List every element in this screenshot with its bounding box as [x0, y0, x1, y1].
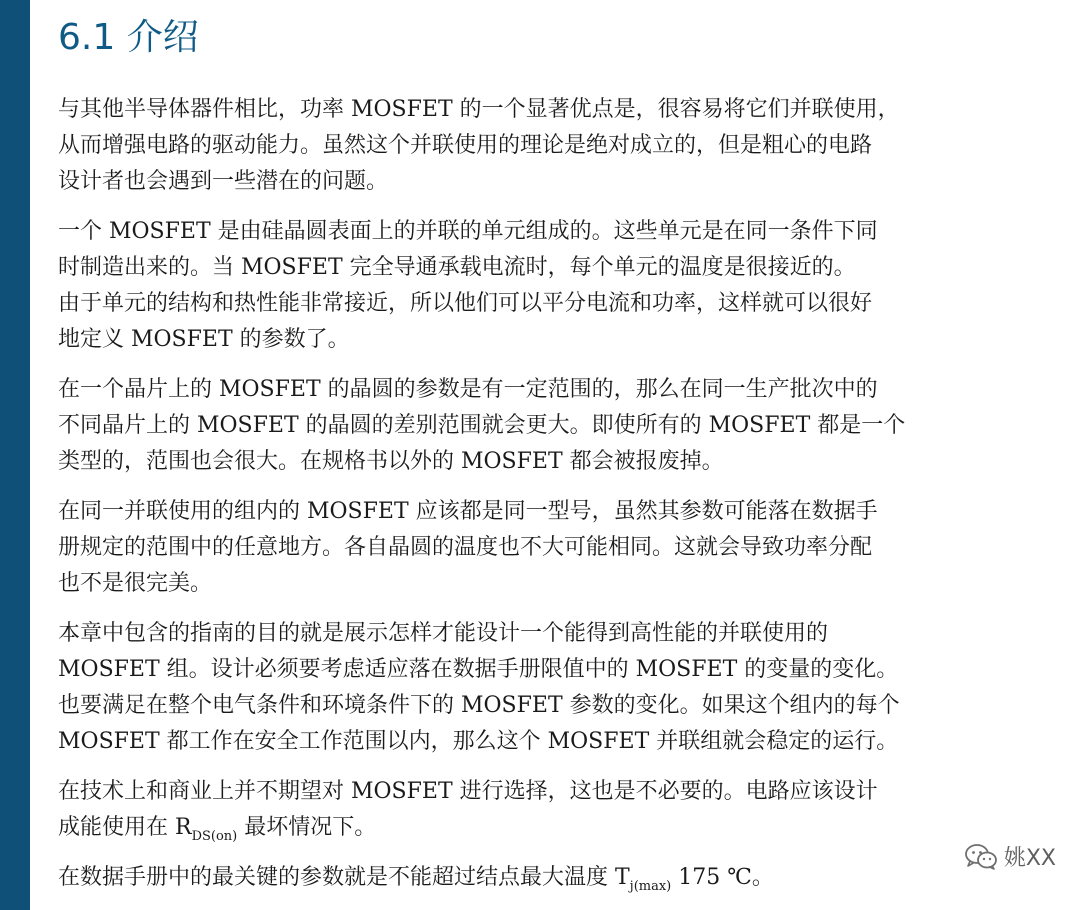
paragraph-3 [58, 372, 1018, 480]
text-line: 本章中包含的指南的目的就是展示怎样才能设计一个能得到高性能的并联使用的 [58, 621, 829, 646]
paragraph-4 [58, 494, 1018, 602]
text-segment: 175 ℃。 [671, 865, 774, 890]
text-line: 在一个晶片上的 MOSFET 的晶圆的参数是有一定范围的，那么在同一生产批次中的 [58, 377, 878, 402]
text-line [58, 810, 1018, 846]
text-line: 与其他半导体器件相比，功率 MOSFET 的一个显著优点是，很容易将它们并联使用， [58, 97, 900, 122]
text-line: 在技术上和商业上并不期望对 MOSFET 进行选择，这也是不必要的。电路应该设计 [58, 779, 878, 804]
text-segment: 在数据手册中的最关键的参数就是不能超过结点最大温度 T [58, 865, 630, 890]
text-line: 也要满足在整个电气条件和环境条件下的 MOSFET 参数的变化。如果这个组内的每个 [58, 693, 900, 718]
paragraph-7 [58, 860, 1018, 896]
text-line: 地定义 MOSFET 的参数了。 [58, 327, 350, 352]
text-line: 时制造出来的。当 MOSFET 完全导通承载电流时，每个单元的温度是很接近的。 [58, 255, 856, 280]
text-line: 类型的，范围也会很大。在规格书以外的 MOSFET 都会被报废掉。 [58, 449, 724, 474]
watermark [964, 841, 1056, 872]
text-line: 册规定的范围中的任意地方。各自晶圆的温度也不大可能相同。这就会导致功率分配 [58, 535, 873, 560]
text-line: 从而增强电路的驱动能力。虽然这个并联使用的理论是绝对成立的，但是粗心的电路 [58, 133, 873, 158]
paragraph-5 [58, 616, 1018, 760]
watermark-text: 姚XX [1003, 846, 1056, 871]
paragraph-1 [58, 92, 1018, 200]
text-line: 设计者也会遇到一些潜在的问题。 [58, 169, 389, 194]
text-line: MOSFET 组。设计必须要考虑适应落在数据手册限值中的 MOSFET 的变量的变化。 [58, 657, 899, 682]
page-title: 6.1 介绍 [58, 17, 199, 58]
text-line: MOSFET 都工作在安全工作范围以内，那么这个 MOSFET 并联组就会稳定的运行。 [58, 729, 899, 754]
wechat-icon [964, 843, 998, 871]
paragraph-2 [58, 214, 1018, 358]
text-segment: 最坏情况下。 [237, 815, 377, 840]
text-line: 也不是很完美。 [58, 571, 213, 596]
body-text [58, 92, 1018, 896]
text-line: 在同一并联使用的组内的 MOSFET 应该都是同一型号，虽然其参数可能落在数据手 [58, 499, 878, 524]
tj-max-subscript: j(max) [629, 879, 672, 894]
text-line [58, 860, 1018, 896]
text-line: 由于单元的结构和热性能非常接近，所以他们可以平分电流和功率，这样就可以很好 [58, 291, 873, 316]
text-line: 不同晶片上的 MOSFET 的晶圆的差别范围就会更大。即使所有的 MOSFET 都是一个 [58, 413, 906, 438]
rds-on-subscript: DS(on) [191, 829, 238, 844]
text-line: 一个 MOSFET 是由硅晶圆表面上的并联的单元组成的。这些单元是在同一条件下同 [58, 219, 878, 244]
paragraph-6 [58, 774, 1018, 846]
text-segment: 成能使用在 R [58, 815, 192, 840]
side-bar [0, 0, 30, 910]
